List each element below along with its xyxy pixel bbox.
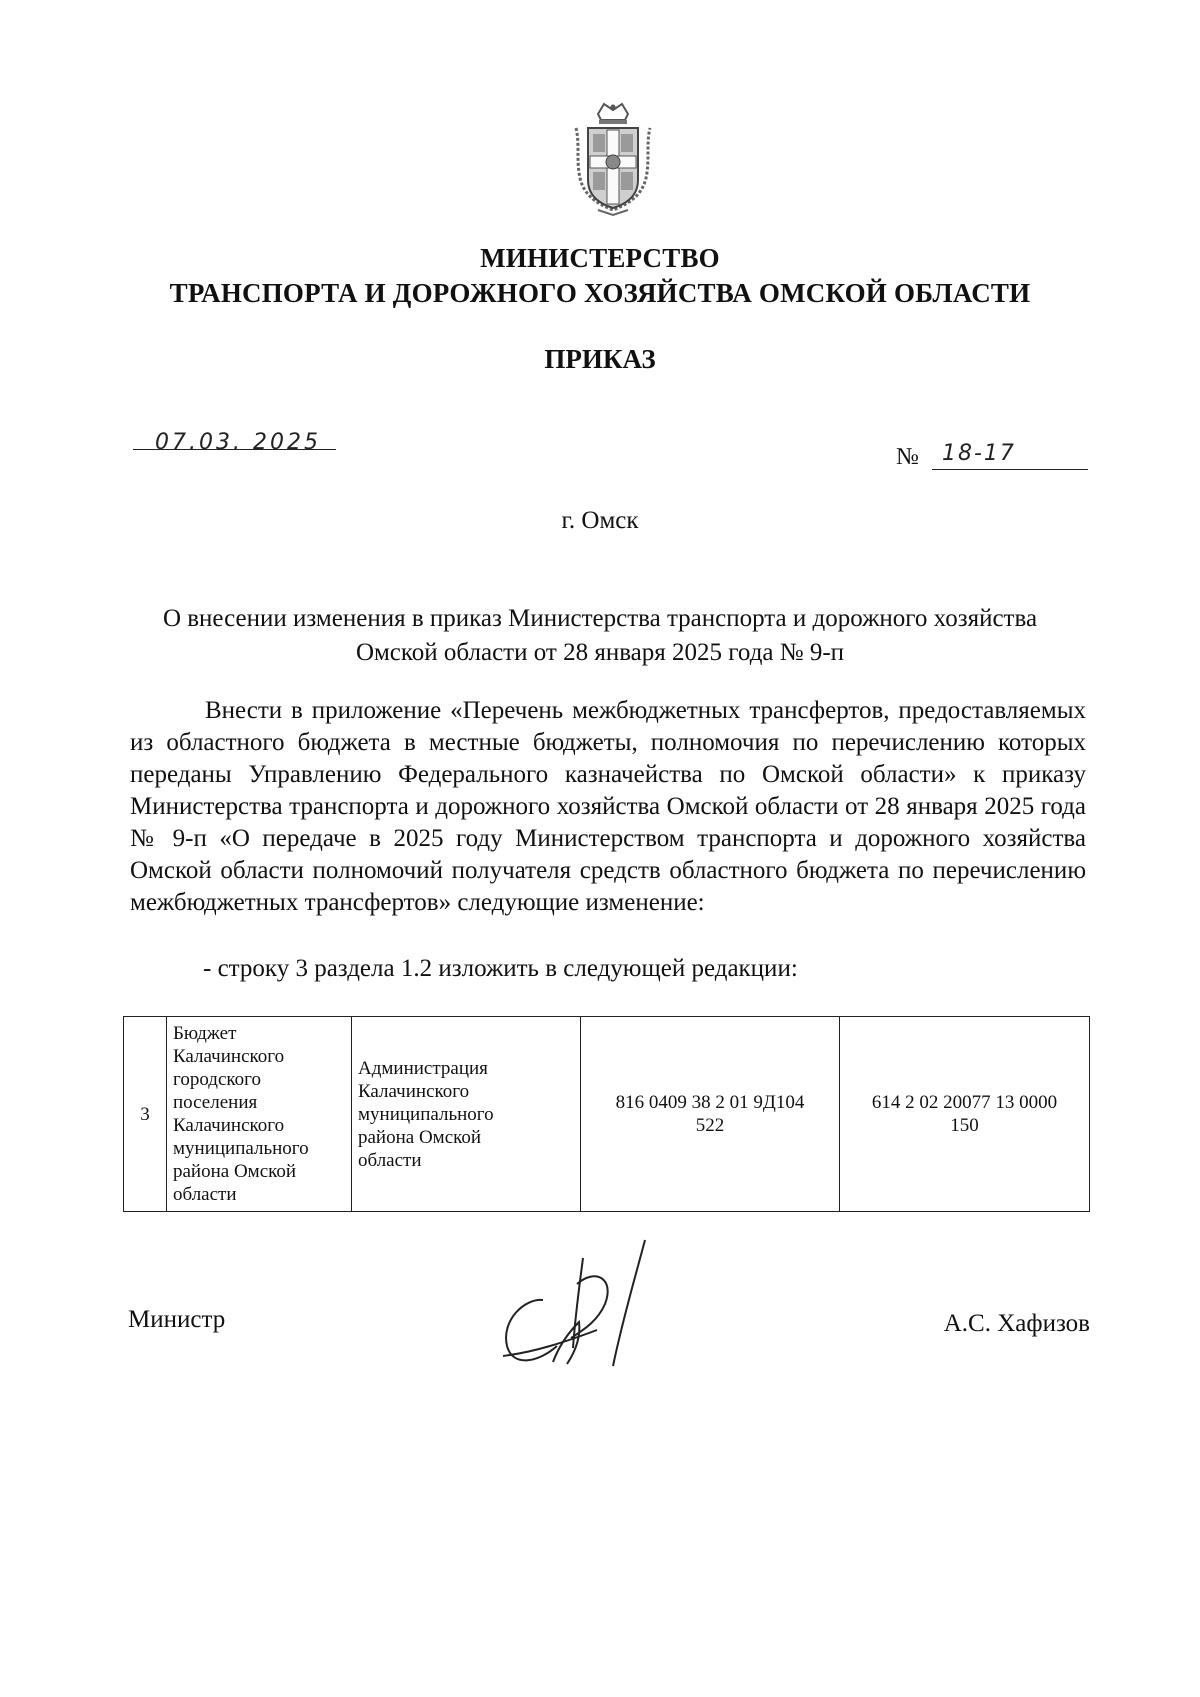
- order-date: 07.03. 2025: [155, 430, 321, 455]
- order-number: 18-17: [942, 441, 1016, 466]
- body-paragraph: Внести в приложение «Перечень межбюджетных трансфертов, предоставляемых из областного бюджета в местные бюджеты, полномочия по перечислению которых переданы Управлению Федерального казначейства по Омской области» к приказу Министерства транспорта и дорожного хозяйства Омской области от 28 января 2025 года № 9-п «О передаче в 2025 году Министерством транспорта и дорожного хозяйства Омской области полномочий получателя средств областного бюджета по перечислению межбюджетных трансфертов» следующие изменение:: [130, 697, 1086, 916]
- body-instruction: - строку 3 раздела 1.2 изложить в следующей редакции:: [203, 955, 798, 982]
- ministry-line-2: ТРАНСПОРТА И ДОРОЖНОГО ХОЗЯЙСТВА ОМСКОЙ ОБЛАСТИ: [169, 278, 1031, 308]
- administrator-name: Администрация Калачинского муниципального района Омской области: [358, 1057, 494, 1171]
- number-label: №: [896, 444, 919, 470]
- number-underline: [932, 469, 1088, 470]
- row-number-cell: [124, 1017, 167, 1212]
- budget-cell: [167, 1017, 352, 1212]
- order-subject: О внесении изменения в приказ Министерства транспорта и дорожного хозяйства Омской области от 28 января 2025 года № 9-п: [162, 605, 1038, 666]
- city: г. Омск: [561, 507, 639, 534]
- document-type-title: ПРИКАЗ: [544, 344, 656, 374]
- administrator-cell: [352, 1017, 581, 1212]
- budget-name: Бюджет Калачинского городского поселения Калачинского муниципального района Омской области: [173, 1023, 309, 1205]
- table-row: [124, 1017, 1090, 1212]
- handwritten-signature: [495, 1238, 695, 1388]
- ministry-line-1: МИНИСТЕРСТВО: [480, 243, 720, 273]
- expense-code: 816 0409 38 2 01 9Д104 522: [615, 1092, 805, 1136]
- row-number: 3: [140, 1103, 150, 1125]
- amendment-table: [123, 1016, 1090, 1212]
- signatory-name: А.С. Хафизов: [943, 1310, 1090, 1337]
- expense-code-cell: [581, 1017, 840, 1212]
- revenue-code-cell: [840, 1017, 1090, 1212]
- signatory-title: Министр: [128, 1306, 226, 1333]
- coat-of-arms-icon: [568, 100, 658, 218]
- date-underline: [133, 449, 336, 450]
- revenue-code: 614 2 02 20077 13 0000 150: [871, 1092, 1058, 1136]
